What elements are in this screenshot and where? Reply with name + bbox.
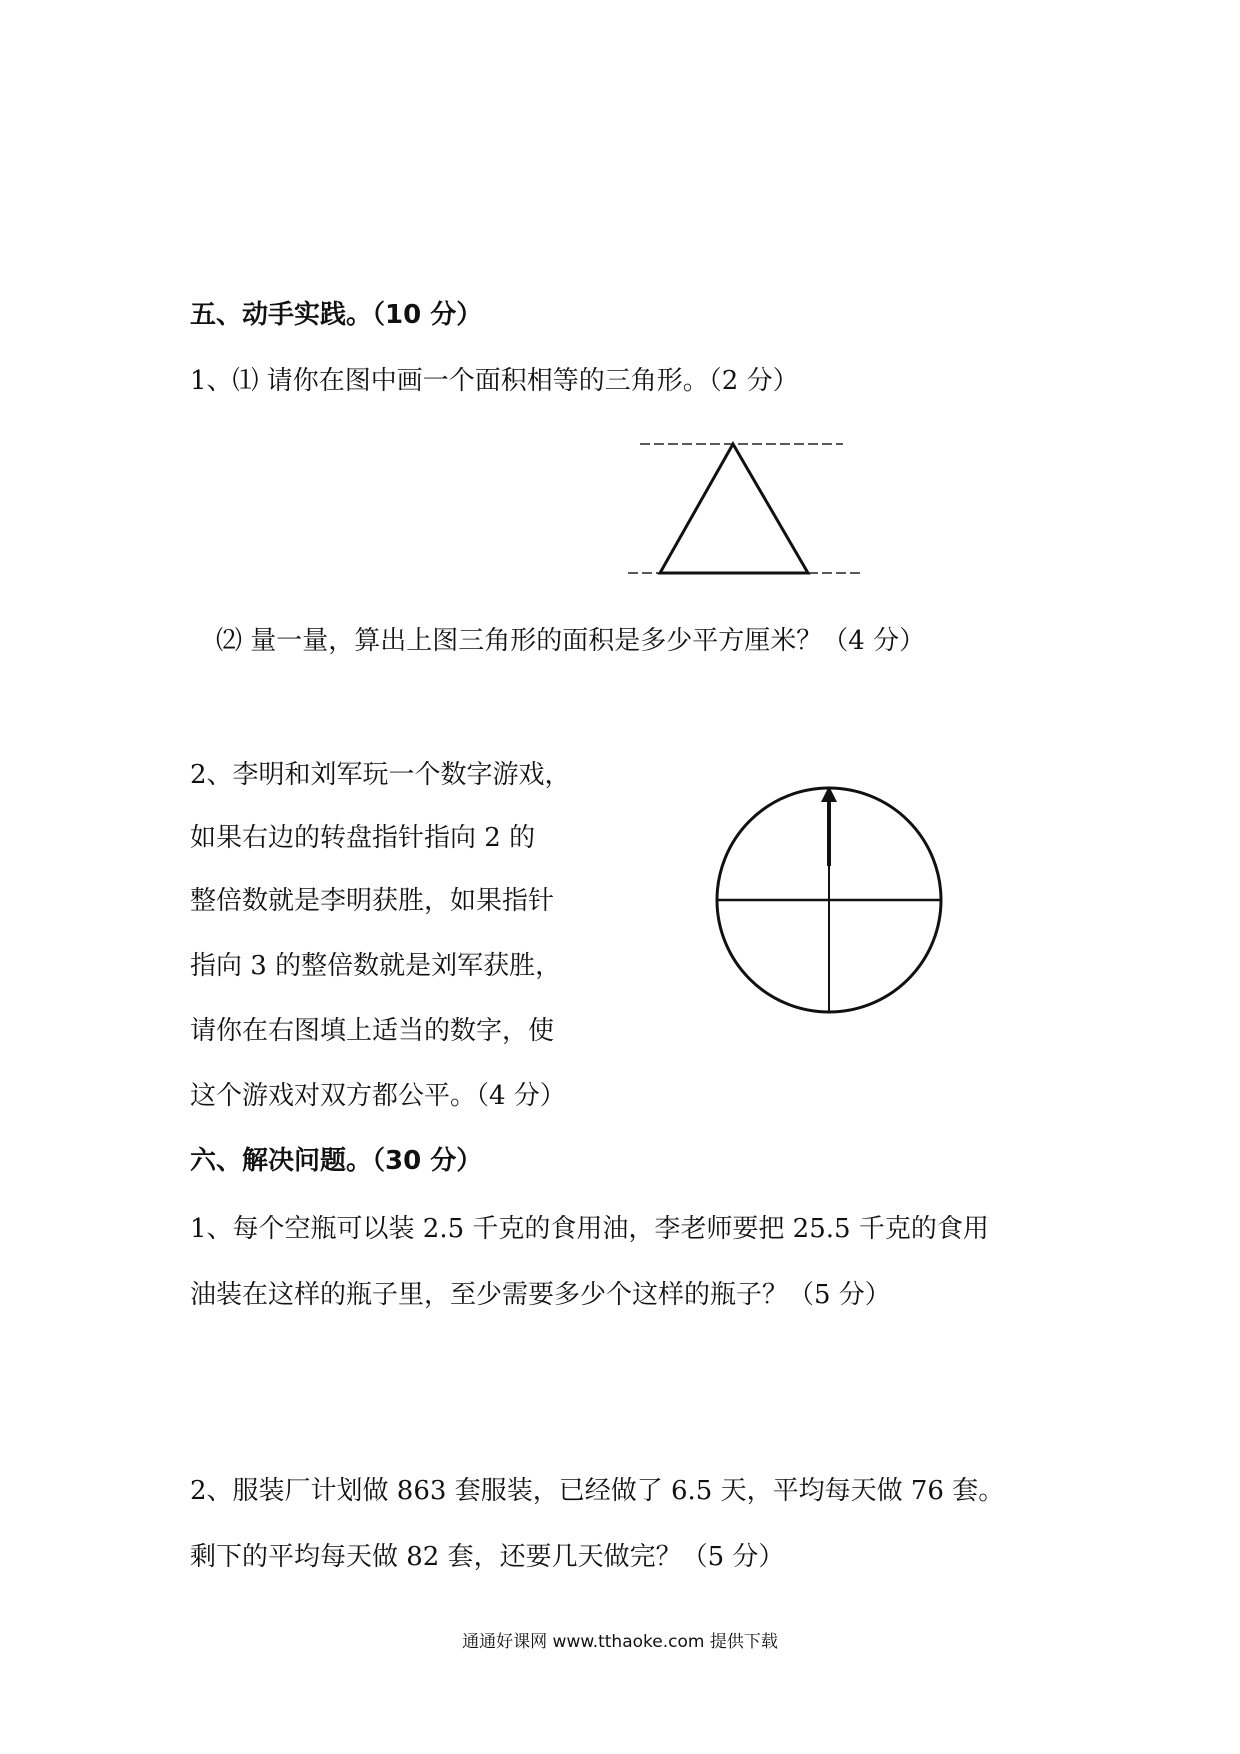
question-5-2-line4: 指向 3 的整倍数就是刘军获胜， xyxy=(190,951,562,981)
question-6-2-line1: 2、服装厂计划做 863 套服装，已经做了 6.5 天，平均每天做 76 套。 xyxy=(190,1476,1005,1506)
question-5-1-part2: ⑵ 量一量，算出上图三角形的面积是多少平方厘米？（4 分） xyxy=(216,626,926,656)
page-footer: 通通好课网 www.tthaoke.com 提供下载 xyxy=(462,1632,778,1652)
question-5-2-line5: 请你在右图填上适当的数字，使 xyxy=(190,1016,555,1046)
section6-title: 六、解决问题。（30 分） xyxy=(190,1146,483,1176)
question-5-2-line3: 整倍数就是李明获胜，如果指针 xyxy=(190,886,555,916)
question-5-2-line6: 这个游戏对双方都公平。（4 分） xyxy=(190,1081,566,1111)
question-6-1-line1: 1、每个空瓶可以装 2.5 千克的食用油，李老师要把 25.5 千克的食用 xyxy=(190,1214,989,1244)
question-5-2-line2: 如果右边的转盘指针指向 2 的 xyxy=(190,823,536,853)
section5-title: 五、动手实践。（10 分） xyxy=(190,300,483,330)
question-6-1-line2: 油装在这样的瓶子里，至少需要多少个这样的瓶子？（5 分） xyxy=(190,1280,891,1310)
question-5-1-part1: 1、⑴ 请你在图中画一个面积相等的三角形。（2 分） xyxy=(190,366,799,396)
question-5-2-line1: 2、李明和刘军玩一个数字游戏， xyxy=(190,760,571,790)
question-6-2-line2: 剩下的平均每天做 82 套，还要几天做完？（5 分） xyxy=(190,1542,785,1572)
